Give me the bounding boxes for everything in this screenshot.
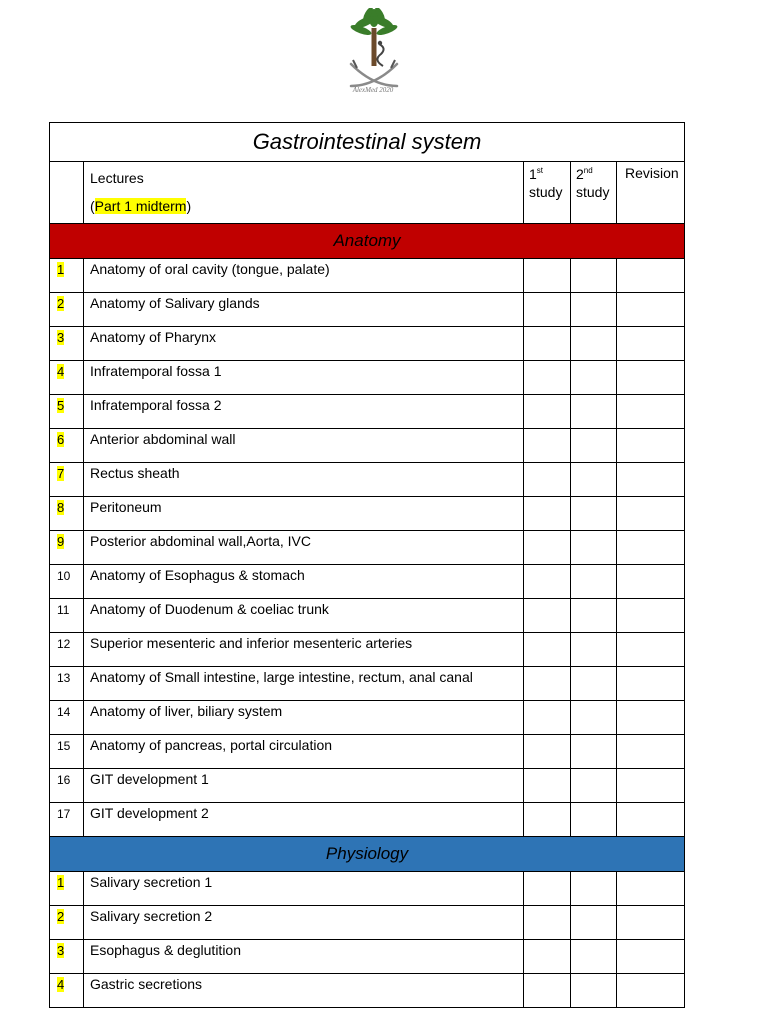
- lecture-title: Anatomy of pancreas, portal circulation: [84, 735, 524, 769]
- revision-checkbox[interactable]: [617, 906, 685, 940]
- study-checklist-table: [49, 122, 685, 1008]
- lecture-number-cell: [50, 701, 84, 735]
- lecture-title: Posterior abdominal wall,Aorta, IVC: [84, 531, 524, 565]
- second-study-checkbox[interactable]: [571, 633, 617, 667]
- first-study-checkbox[interactable]: [524, 633, 571, 667]
- lecture-number: 2: [57, 296, 65, 311]
- second-study-checkbox[interactable]: [571, 293, 617, 327]
- first-study-checkbox[interactable]: [524, 940, 571, 974]
- table-row: [50, 327, 685, 361]
- lecture-number: 4: [57, 364, 65, 379]
- section-title: Physiology: [50, 837, 685, 872]
- table-row: [50, 667, 685, 701]
- second-study-checkbox[interactable]: [571, 463, 617, 497]
- lecture-title: Anatomy of Salivary glands: [84, 293, 524, 327]
- lecture-title: Anatomy of Esophagus & stomach: [84, 565, 524, 599]
- lecture-title: GIT development 2: [84, 803, 524, 837]
- lecture-title: Anterior abdominal wall: [84, 429, 524, 463]
- lecture-number-cell: [50, 429, 84, 463]
- table-title-row: [50, 123, 685, 162]
- revision-checkbox[interactable]: [617, 872, 685, 906]
- header-part-label: (Part 1 midterm): [90, 198, 192, 214]
- logo-caption: AlexMed 2020: [352, 86, 394, 94]
- lecture-title: Infratemporal fossa 1: [84, 361, 524, 395]
- revision-checkbox[interactable]: [617, 633, 685, 667]
- lecture-number-cell: [50, 395, 84, 429]
- table-row: [50, 531, 685, 565]
- lecture-title: Anatomy of Pharynx: [84, 327, 524, 361]
- first-study-checkbox[interactable]: [524, 531, 571, 565]
- lecture-number-cell: [50, 735, 84, 769]
- first-study-checkbox[interactable]: [524, 259, 571, 293]
- lecture-number-cell: [50, 293, 84, 327]
- first-study-checkbox[interactable]: [524, 769, 571, 803]
- second-study-checkbox[interactable]: [571, 497, 617, 531]
- lecture-number-cell: [50, 565, 84, 599]
- table-row: [50, 803, 685, 837]
- lecture-number: 1: [57, 262, 65, 277]
- lecture-number: 4: [57, 977, 65, 992]
- second-study-checkbox[interactable]: [571, 974, 617, 1008]
- revision-checkbox[interactable]: [617, 769, 685, 803]
- revision-checkbox[interactable]: [617, 293, 685, 327]
- second-study-checkbox[interactable]: [571, 735, 617, 769]
- first-study-checkbox[interactable]: [524, 667, 571, 701]
- lecture-number-cell: [50, 497, 84, 531]
- lecture-title: Peritoneum: [84, 497, 524, 531]
- lecture-number: 10: [57, 569, 71, 583]
- first-study-checkbox[interactable]: [524, 735, 571, 769]
- table-row: [50, 633, 685, 667]
- lecture-number-cell: [50, 940, 84, 974]
- first-study-checkbox[interactable]: [524, 565, 571, 599]
- lecture-number: 17: [57, 807, 71, 821]
- lecture-title: Anatomy of liver, biliary system: [84, 701, 524, 735]
- table-row: [50, 599, 685, 633]
- lecture-number-cell: [50, 327, 84, 361]
- revision-checkbox[interactable]: [617, 395, 685, 429]
- lecture-title: Rectus sheath: [84, 463, 524, 497]
- lecture-number-cell: [50, 463, 84, 497]
- lecture-number: 7: [57, 466, 65, 481]
- second-study-checkbox[interactable]: [571, 395, 617, 429]
- lecture-title: Anatomy of oral cavity (tongue, palate): [84, 259, 524, 293]
- lecture-number-cell: [50, 259, 84, 293]
- second-study-checkbox[interactable]: [571, 259, 617, 293]
- lecture-number: 1: [57, 875, 65, 890]
- revision-checkbox[interactable]: [617, 565, 685, 599]
- revision-checkbox[interactable]: [617, 259, 685, 293]
- revision-checkbox[interactable]: [617, 497, 685, 531]
- first-study-checkbox[interactable]: [524, 361, 571, 395]
- second-study-checkbox[interactable]: [571, 906, 617, 940]
- second-study-checkbox[interactable]: [571, 531, 617, 565]
- second-study-checkbox[interactable]: [571, 769, 617, 803]
- first-study-checkbox[interactable]: [524, 803, 571, 837]
- lecture-number-cell: [50, 633, 84, 667]
- lecture-number: 11: [57, 603, 70, 617]
- revision-checkbox[interactable]: [617, 803, 685, 837]
- second-study-checkbox[interactable]: [571, 361, 617, 395]
- lecture-title: Anatomy of Small intestine, large intestine, rectum, anal canal: [84, 667, 524, 701]
- revision-checkbox[interactable]: [617, 361, 685, 395]
- table-row: [50, 361, 685, 395]
- lecture-title: Anatomy of Duodenum & coeliac trunk: [84, 599, 524, 633]
- lecture-title: Salivary secretion 2: [84, 906, 524, 940]
- table-row: [50, 497, 685, 531]
- lecture-number-cell: [50, 531, 84, 565]
- header-lectures-cell: [84, 162, 524, 224]
- first-study-checkbox[interactable]: [524, 872, 571, 906]
- first-study-checkbox[interactable]: [524, 463, 571, 497]
- lecture-number-cell: [50, 667, 84, 701]
- table-row: [50, 565, 685, 599]
- first-study-checkbox[interactable]: [524, 701, 571, 735]
- first-study-checkbox[interactable]: [524, 599, 571, 633]
- lecture-number: 9: [57, 534, 65, 549]
- second-study-checkbox[interactable]: [571, 667, 617, 701]
- lecture-number: 13: [57, 671, 71, 685]
- header-num-cell: [50, 162, 84, 224]
- table-row: [50, 293, 685, 327]
- table-row: [50, 701, 685, 735]
- lecture-number: 3: [57, 943, 65, 958]
- header-lectures-label: Lectures: [90, 170, 144, 186]
- table-row: [50, 974, 685, 1008]
- section-title: Anatomy: [50, 224, 685, 259]
- lecture-number: 3: [57, 330, 65, 345]
- second-study-checkbox[interactable]: [571, 872, 617, 906]
- second-study-checkbox[interactable]: [571, 429, 617, 463]
- lecture-number-cell: [50, 872, 84, 906]
- table-row: [50, 769, 685, 803]
- revision-checkbox[interactable]: [617, 735, 685, 769]
- section-header-physiology: [50, 837, 685, 872]
- lecture-title: Superior mesenteric and inferior mesenteric arteries: [84, 633, 524, 667]
- table-row: [50, 906, 685, 940]
- first-study-checkbox[interactable]: [524, 974, 571, 1008]
- lecture-number-cell: [50, 803, 84, 837]
- table-row: [50, 940, 685, 974]
- lecture-title: GIT development 1: [84, 769, 524, 803]
- first-study-checkbox[interactable]: [524, 497, 571, 531]
- revision-checkbox[interactable]: [617, 429, 685, 463]
- table-row: [50, 735, 685, 769]
- header-second-study: 2nd study: [571, 162, 617, 224]
- header-revision: Revision: [617, 162, 685, 224]
- first-study-checkbox[interactable]: [524, 906, 571, 940]
- lecture-number: 15: [57, 739, 71, 753]
- revision-checkbox[interactable]: [617, 327, 685, 361]
- revision-checkbox[interactable]: [617, 940, 685, 974]
- second-study-checkbox[interactable]: [571, 803, 617, 837]
- lecture-number-cell: [50, 599, 84, 633]
- table-row: [50, 429, 685, 463]
- lecture-number-cell: [50, 769, 84, 803]
- second-study-checkbox[interactable]: [571, 940, 617, 974]
- revision-checkbox[interactable]: [617, 701, 685, 735]
- first-study-checkbox[interactable]: [524, 429, 571, 463]
- table-row: [50, 395, 685, 429]
- lecture-number-cell: [50, 906, 84, 940]
- table-row: [50, 259, 685, 293]
- second-study-checkbox[interactable]: [571, 701, 617, 735]
- lecture-number: 12: [57, 637, 71, 651]
- lecture-number: 8: [57, 500, 65, 515]
- revision-checkbox[interactable]: [617, 531, 685, 565]
- lecture-title: Esophagus & deglutition: [84, 940, 524, 974]
- lecture-title: Salivary secretion 1: [84, 872, 524, 906]
- lecture-number: 6: [57, 432, 65, 447]
- table-row: [50, 463, 685, 497]
- lecture-number: 16: [57, 773, 71, 787]
- second-study-checkbox[interactable]: [571, 599, 617, 633]
- lecture-number: 2: [57, 909, 65, 924]
- table-header-row: [50, 162, 685, 224]
- lecture-number: 5: [57, 398, 65, 413]
- lecture-title: Gastric secretions: [84, 974, 524, 1008]
- revision-checkbox[interactable]: [617, 599, 685, 633]
- revision-checkbox[interactable]: [617, 667, 685, 701]
- table-row: [50, 872, 685, 906]
- revision-checkbox[interactable]: [617, 463, 685, 497]
- first-study-checkbox[interactable]: [524, 327, 571, 361]
- lecture-number: 14: [57, 705, 71, 719]
- first-study-checkbox[interactable]: [524, 293, 571, 327]
- table-title: Gastrointestinal system: [50, 123, 685, 162]
- second-study-checkbox[interactable]: [571, 327, 617, 361]
- revision-checkbox[interactable]: [617, 974, 685, 1008]
- first-study-checkbox[interactable]: [524, 395, 571, 429]
- lecture-title: Infratemporal fossa 2: [84, 395, 524, 429]
- second-study-checkbox[interactable]: [571, 565, 617, 599]
- lecture-number-cell: [50, 974, 84, 1008]
- lecture-number-cell: [50, 361, 84, 395]
- section-header-anatomy: [50, 224, 685, 259]
- header-first-study: 1st study: [524, 162, 571, 224]
